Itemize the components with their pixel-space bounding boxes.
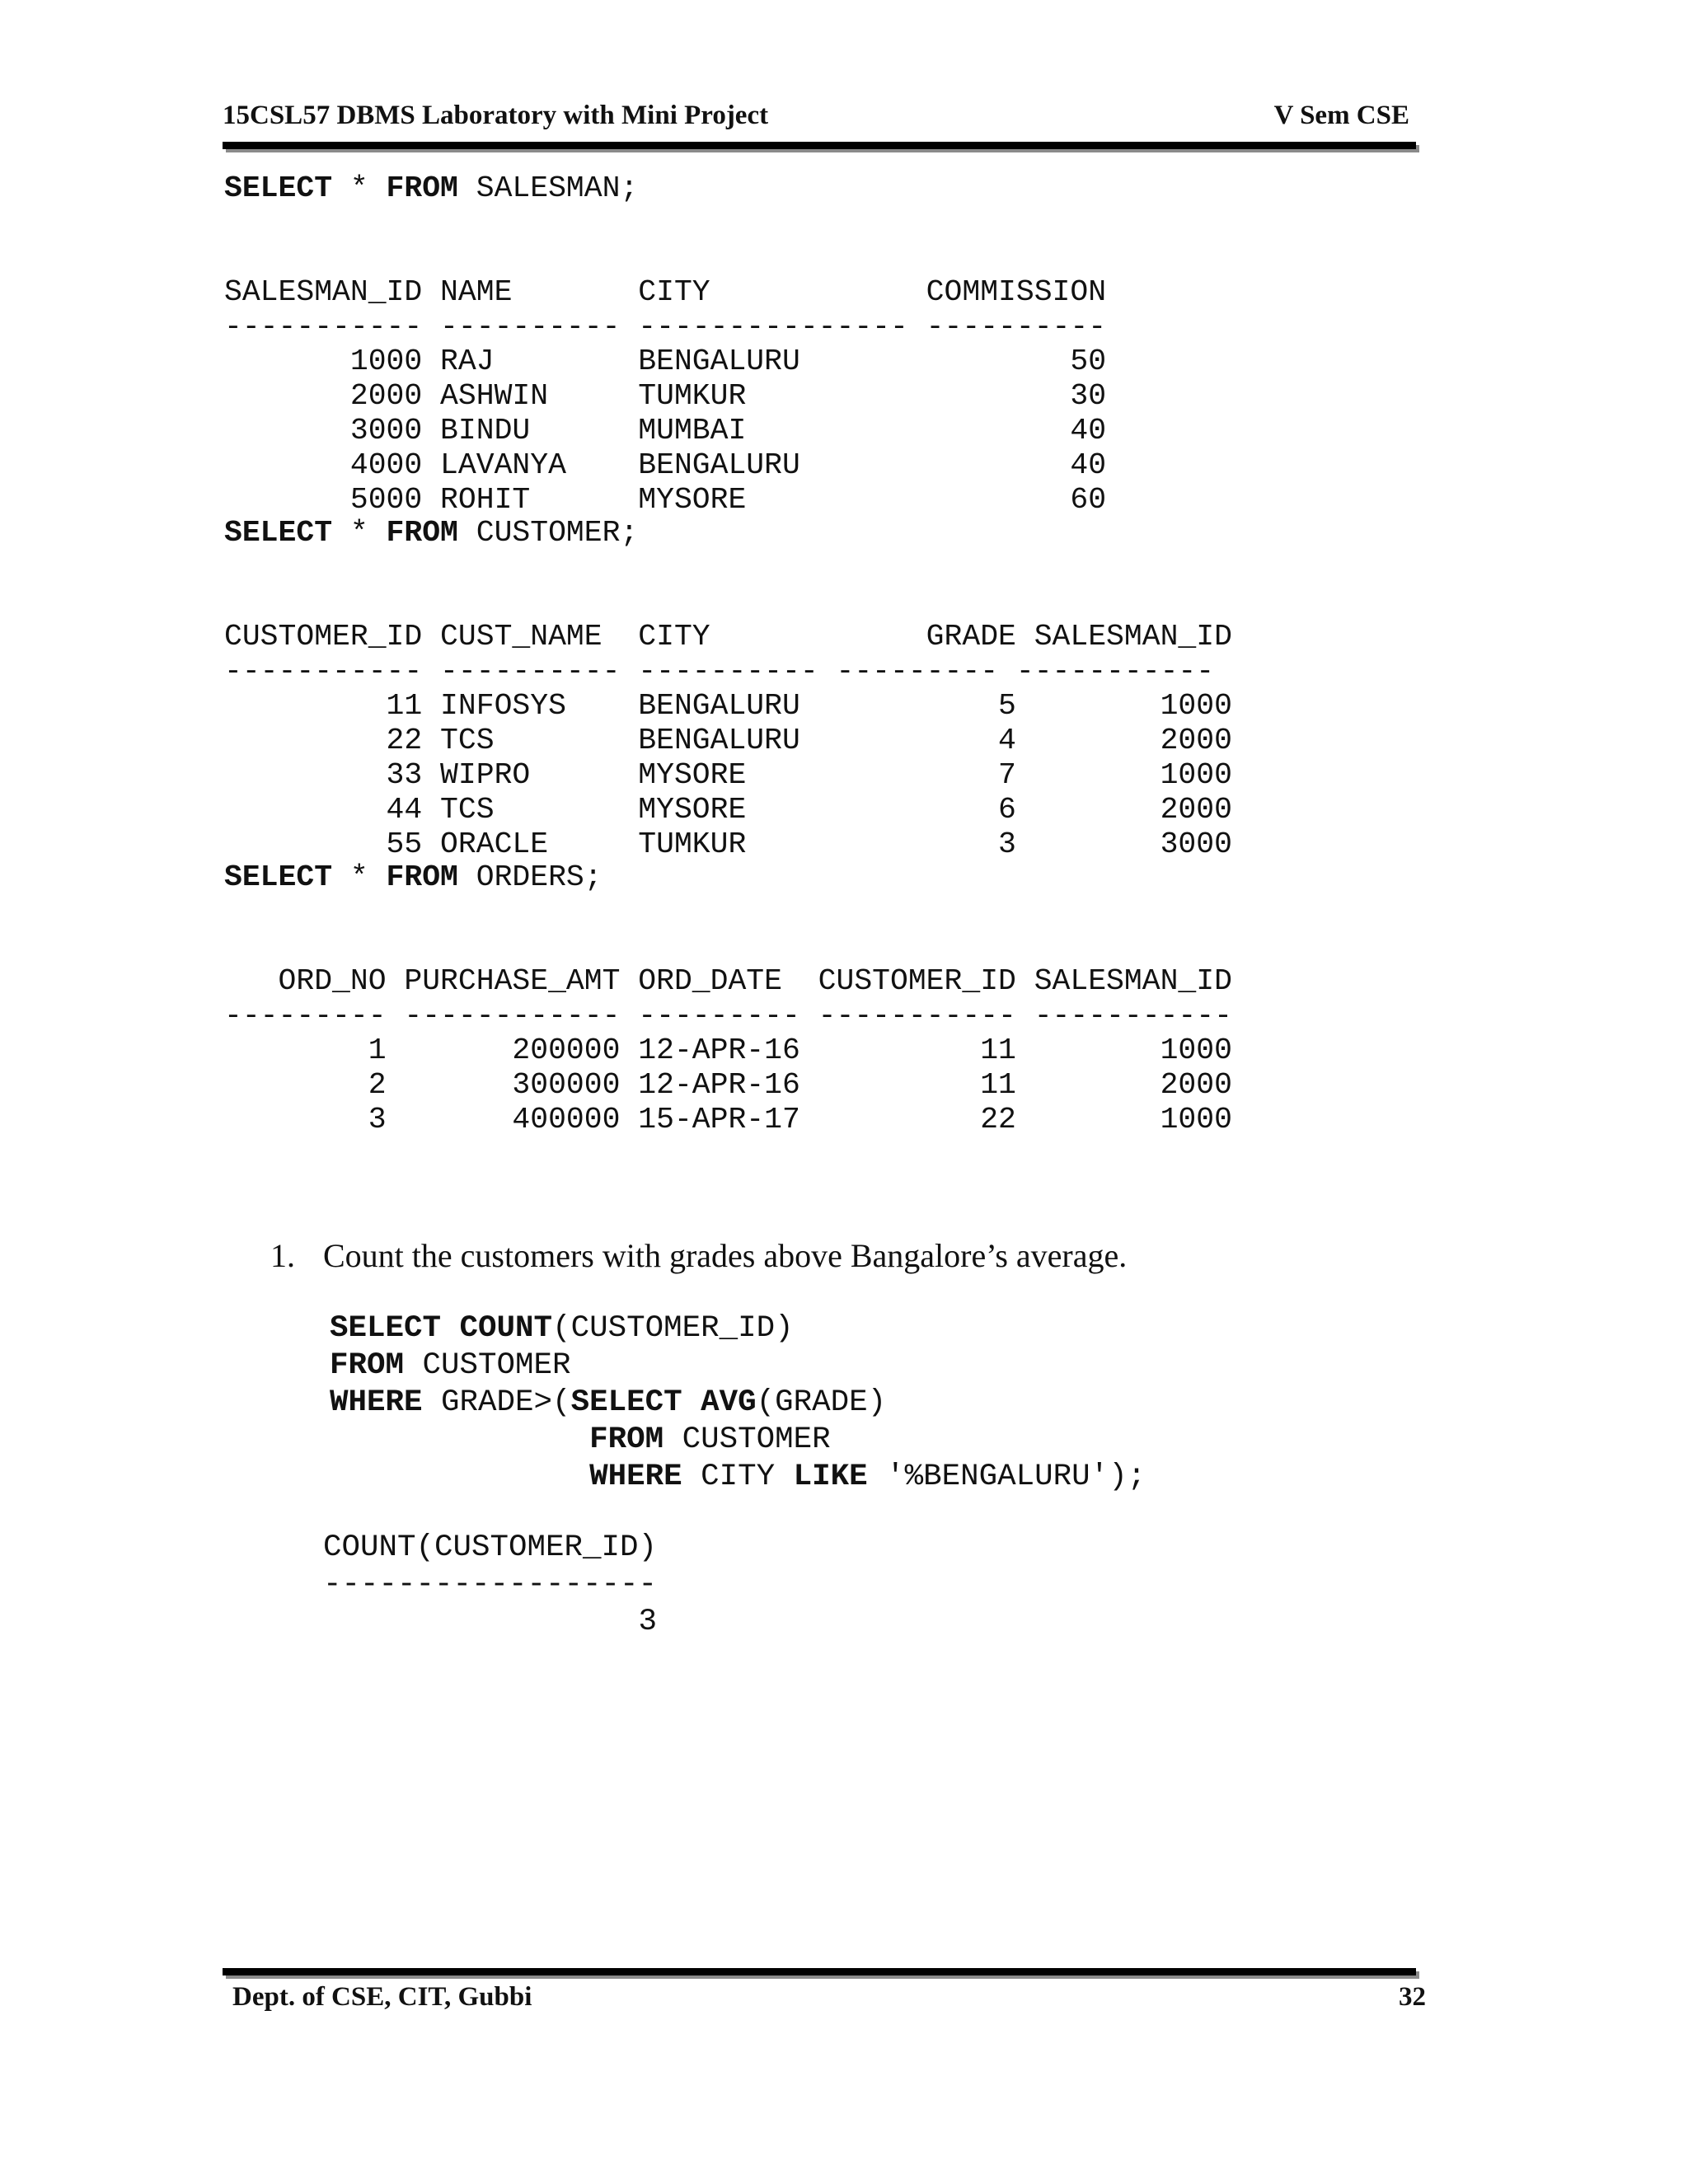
- sql-keyword: SELECT: [570, 1385, 682, 1420]
- table-row: 3000 BINDU MUMBAI 40: [224, 414, 1107, 448]
- sql-keyword: SELECT: [330, 1311, 442, 1346]
- sql-text: GRADE>(: [422, 1385, 571, 1420]
- sql-line: [330, 1310, 1146, 1347]
- sql-keyword: FROM: [386, 171, 458, 205]
- sql-line: [330, 1422, 1146, 1459]
- salesman-query: [224, 171, 1106, 206]
- table-row: 5000 ROHIT MYSORE 60: [224, 483, 1107, 517]
- sql-text: (CUSTOMER_ID): [552, 1311, 794, 1346]
- customer-query: [224, 516, 1232, 551]
- table-header: CUSTOMER_ID CUST_NAME CITY GRADE SALESMAN_ID: [224, 620, 1232, 654]
- table-row: 2 300000 12-APR-16 11 2000: [224, 1068, 1232, 1102]
- header-semester: V Sem CSE: [1273, 101, 1409, 130]
- sql-text: CUSTOMER: [404, 1348, 571, 1383]
- orders-section: [224, 860, 1232, 1137]
- footer-divider: [223, 1968, 1416, 1975]
- table-row: 1000 RAJ BENGALURU 50: [224, 344, 1107, 378]
- query-result: [323, 1530, 657, 1641]
- sql-text: CUSTOMER;: [457, 516, 639, 550]
- table-divider: ----------- ---------- --------------- ----------: [224, 310, 1107, 344]
- sql-keyword: SELECT: [224, 171, 333, 205]
- sql-keyword: LIKE: [793, 1460, 868, 1494]
- result-divider: ------------------: [323, 1568, 658, 1602]
- sql-text: *: [332, 171, 387, 205]
- sql-line: [330, 1459, 1146, 1496]
- page-header: [223, 99, 1409, 138]
- sql-keyword: FROM: [589, 1422, 664, 1457]
- table-row: 11 INFOSYS BENGALURU 5 1000: [224, 689, 1232, 723]
- salesman-section: [224, 171, 1106, 518]
- table-divider: --------- ------------ --------- ----------- -----------: [224, 999, 1232, 1033]
- sql-keyword: AVG: [701, 1385, 757, 1420]
- customer-section: [224, 516, 1232, 862]
- orders-query: [224, 860, 1232, 895]
- sql-keyword: FROM: [386, 860, 458, 894]
- sql-indent: [330, 1422, 589, 1457]
- table-divider: ----------- ---------- ---------- --------- -----------: [224, 654, 1215, 688]
- table-row: 3 400000 15-APR-17 22 1000: [224, 1103, 1232, 1137]
- sql-text: (GRADE): [756, 1385, 887, 1420]
- table-header: ORD_NO PURCHASE_AMT ORD_DATE CUSTOMER_ID SALESMAN_ID: [224, 964, 1232, 998]
- page-footer: [232, 1980, 1426, 2013]
- question-text: Count the customers with grades above Bangalore’s average.: [323, 1237, 1128, 1274]
- question-item: [270, 1236, 1507, 1276]
- table-header: SALESMAN_ID NAME CITY COMMISSION: [224, 275, 1107, 309]
- sql-keyword: FROM: [386, 516, 458, 550]
- question-number: 1.: [270, 1237, 295, 1274]
- result-header: COUNT(CUSTOMER_ID): [323, 1530, 658, 1565]
- sql-keyword: SELECT: [224, 860, 333, 894]
- sql-keyword: WHERE: [330, 1385, 423, 1420]
- sql-text: CITY: [682, 1460, 794, 1494]
- sql-text: [441, 1311, 460, 1346]
- table-row: 44 TCS MYSORE 6 2000: [224, 793, 1232, 827]
- sql-line: [330, 1347, 1146, 1385]
- sql-text: [682, 1385, 701, 1420]
- table-row: 4000 LAVANYA BENGALURU 40: [224, 448, 1107, 482]
- sql-keyword: FROM: [330, 1348, 405, 1383]
- table-row: 22 TCS BENGALURU 4 2000: [224, 724, 1232, 757]
- sql-text: ORDERS;: [457, 860, 603, 894]
- footer-department: Dept. of CSE, CIT, Gubbi: [232, 1982, 532, 2012]
- sql-text: CUSTOMER: [663, 1422, 831, 1457]
- table-row: 1 200000 12-APR-16 11 1000: [224, 1033, 1232, 1067]
- sql-keyword: SELECT: [224, 516, 333, 550]
- table-row: 55 ORACLE TUMKUR 3 3000: [224, 827, 1232, 861]
- header-divider: [223, 142, 1416, 149]
- sql-text: *: [332, 860, 387, 894]
- sql-text: *: [332, 516, 387, 550]
- table-row: 2000 ASHWIN TUMKUR 30: [224, 379, 1107, 413]
- table-row: 33 WIPRO MYSORE 7 1000: [224, 758, 1232, 792]
- result-value: 3: [323, 1605, 658, 1639]
- sql-keyword: WHERE: [589, 1460, 682, 1494]
- sql-text: '%BENGALURU');: [867, 1460, 1146, 1494]
- page-number: 32: [1399, 1982, 1426, 2012]
- sql-query: [330, 1310, 1146, 1496]
- sql-line: [330, 1385, 1146, 1422]
- sql-text: SALESMAN;: [457, 171, 639, 205]
- header-course-title: 15CSL57 DBMS Laboratory with Mini Project: [223, 101, 769, 130]
- sql-keyword: COUNT: [459, 1311, 553, 1346]
- sql-indent: [330, 1460, 589, 1494]
